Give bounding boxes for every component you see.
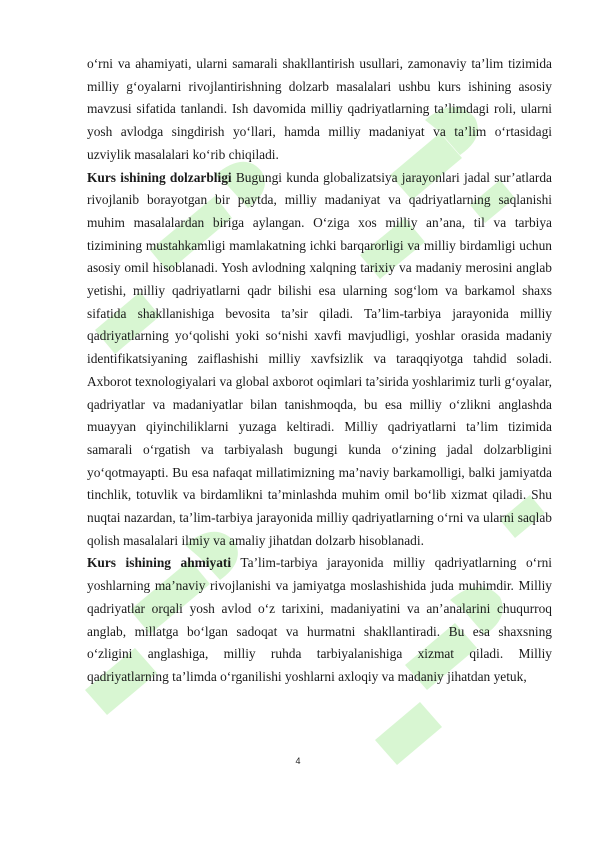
watermark-mark-1: ‍ (38, 231, 140, 317)
relevance-text: Bugungi kunda globalizatsiya jarayonlari jadal sur’atlarda rivojlanib borayotgan bir paytda, milliy madaniyat va qadriyatlarning saqlanishi muhim masalalardan biriga aylangan. O‘ziga xos milliy an’ana, til va tarbiya tizimining mustahkamligi mamlakatning ichki barqarorligi va milliy birdamligi uchun asosiy omil hisoblanadi. Yosh avlodning xalqning tarixiy va madaniy merosini anglab yetishi, milliy qadriyatlarni qadr bilishi esa ularning sog‘lom va barkamol shaxs sifatida shakllanishiga bevosita ta’sir qiladi. Ta’lim-tarbiya jarayonida milliy qadriyatlarning yo‘qolishi yoki so‘nishi xavfi mavjudligi, yoshlar orasida madaniy identifikatsiyaning zaiflashishi milliy xavfsizlik va taraqqiyotga tahdid soladi. Axborot texnologiyalari va global axborot oqimlari ta’sirida yoshlarimiz turli g‘oyalar, qadriyatlar va madaniyatlar bilan tanishmoqda, bu esa milliy o‘zlikni anglashda muayyan qiyinchiliklarni yuzaga keltiradi. Milliy qadriyatlarni ta’lim tizimida samarali o‘rgatish va tarbiyalash bugungi kunda o‘zining jadal dolzarbligini yo‘qotmayapti. Bu esa nafaqat millatimizning ma’naviy barkamolligi, balki jamiyatda tinchlik, totuvlik va birdamlikni ta’minlashda muhim omil bo‘lib xizmat qiladi. Shu nuqtai nazardan, ta’lim-tarbiya jarayonida milliy qadriyatlarning o‘rni va ularni saqlab qolish masalalari ilmiy va amaliy jihatdan dolzarb hisoblanadi. (87, 169, 552, 548)
importance-paragraph (87, 552, 552, 688)
document-body (87, 53, 552, 689)
relevance-heading: Kurs ishining dolzarbligi (87, 169, 232, 185)
page-number: 4 (295, 756, 301, 766)
intro-paragraph: o‘rni va ahamiyati, ularni samarali shakllantirish usullari, zamonaviy ta’lim tizimida milliy g‘oyalarni rivojlantirishning dolzarb masalalari ushbu kurs ishining asosiy mavzusi sifatida tanlandi. Ish davomida milliy qadriyatlarning ta’limdagi roli, ularni yosh avlodga singdirish yo‘llari, hamda milliy madaniyat va ta’lim o‘rtasidagi uzviylik masalalari ko‘rib chiqiladi. (87, 56, 552, 162)
importance-text: Ta’lim-tarbiya jarayonida milliy qadriyatlarning o‘rni yoshlarning ma’naviy rivojlanishi va jamiyatga moslashishida juda muhimdir. Milliy qadriyatlar orqali yosh avlod o‘z tarixini, madaniyatini va an’analarini chuqurroq anglab, millatga bo‘lgan sadoqat va hurmatni shakllantiradi. Bu esa shaxsning o‘zligini anglashiga, milliy ruhda tarbiyalanishiga xizmat qiladi. Milliy qadriyatlarning ta’limda o‘rganilishi yoshlarni axloqiy va madaniy jihatdan yetuk, (87, 555, 552, 684)
relevance-paragraph (87, 167, 552, 553)
importance-heading: Kurs ishining ahmiyati (87, 555, 232, 571)
